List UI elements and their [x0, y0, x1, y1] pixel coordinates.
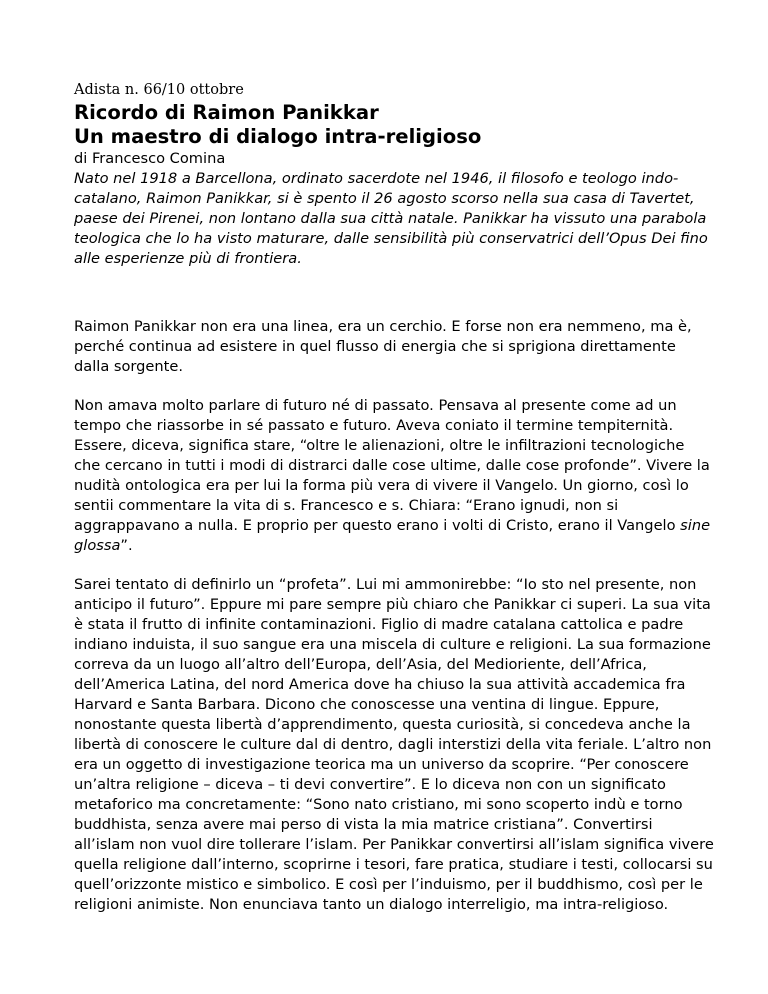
- body-paragraph-1: Raimon Panikkar non era una linea, era un cerchio. E forse non era nemmeno, ma è, perché continua ad esistere in quel flusso di energia che si sprigiona direttamente dalla sorgente.: [74, 318, 692, 375]
- title-line-1: Ricordo di Raimon Panikkar: [74, 101, 379, 124]
- paragraph-2-end: ”.: [120, 537, 133, 554]
- body-paragraph-3: Sarei tentato di definirlo un “profeta”. Lui mi ammonirebbe: “Io sto nel presente, non anticipo il futuro”. Eppure mi pare sempre più chiaro che Panikkar ci superi. La sua vita è stata il frutto di infinite contaminazioni. Figlio di madre catalana cattolica e padre indiano induista, il suo sangue era una miscela di culture e religioni. La sua formazione correva da un luogo all’altro dell’Europa, dell’Asia, del Medioriente, dell’Africa, dell’America Latina, del nord America dove ha chiuso la sua attività accademica fra Harvard e Santa Barbara. Dicono che conoscesse una ventina di lingue. Eppure, nonostante questa libertà d’apprendimento, questa curiosità, si concedeva anche la libertà di conoscere le culture dal di dentro, dagli interstizi della vita feriale. L’altro non era un oggetto di investigazione teorica ma un universo da scoprire. “Per conoscere un’altra religione – diceva – ti devi convertire”. E lo diceva non con un significato metaforico ma concretamente: “Sono nato cristiano, mi sono scoperto indù e torno buddhista, senza avere mai perso di vista la mia matrice cristiana”. Convertirsi all’islam non vuol dire tollerare l’islam. Per Panikkar convertirsi all’islam significa vivere quella religione dall’interno, scoprirne i tesori, fare pratica, studiare i testi, collocarsi su quell’orizzonte mistico e simbolico. E così per l’induismo, per il buddhismo, così per le religioni animiste. Non enunciava tanto un dialogo interreligio, ma intra-religioso.: [74, 576, 714, 913]
- article-title: [74, 101, 714, 149]
- title-line-2: Un maestro di dialogo intra-religioso: [74, 125, 482, 148]
- body-paragraph-2: [74, 396, 714, 556]
- byline: di Francesco Comina: [74, 150, 226, 167]
- lead-paragraph: Nato nel 1918 a Barcellona, ordinato sacerdote nel 1946, il filosofo e teologo indo-catalano, Raimon Panikkar, si è spento il 26 agosto scorso nella sua casa di Tavertet, paese dei Pirenei, non lontano dalla sua città natale. Panikkar ha vissuto una parabola teologica che lo ha visto maturare, dalle sensibilità più conservatrici dell’Opus Dei fino alle esperienze più di frontiera.: [74, 170, 708, 267]
- source-line: Adista n. 66/10 ottobre: [74, 82, 244, 98]
- article: [74, 80, 714, 915]
- paragraph-2-italic: sine glossa: [74, 517, 711, 554]
- paragraph-2-text: Non amava molto parlare di futuro né di passato. Pensava al presente come ad un tempo che riassorbe in sé passato e futuro. Aveva coniato il termine tempiternità. Essere, diceva, significa stare, “oltre le alienazioni, oltre le infiltrazioni tecnologiche che cercano in tutti i modi di distrarci dalle cose ultime, dalle cose profonde”. Vivere la nudità ontologica era per lui la forma più vera di vivere il Vangelo. Un giorno, così lo sentii commentare la vita di s. Francesco e s. Chiara: “Erano ignudi, non si aggrappavano a nulla. E proprio per questo erano i volti di Cristo, erano il Vangelo: [74, 397, 710, 534]
